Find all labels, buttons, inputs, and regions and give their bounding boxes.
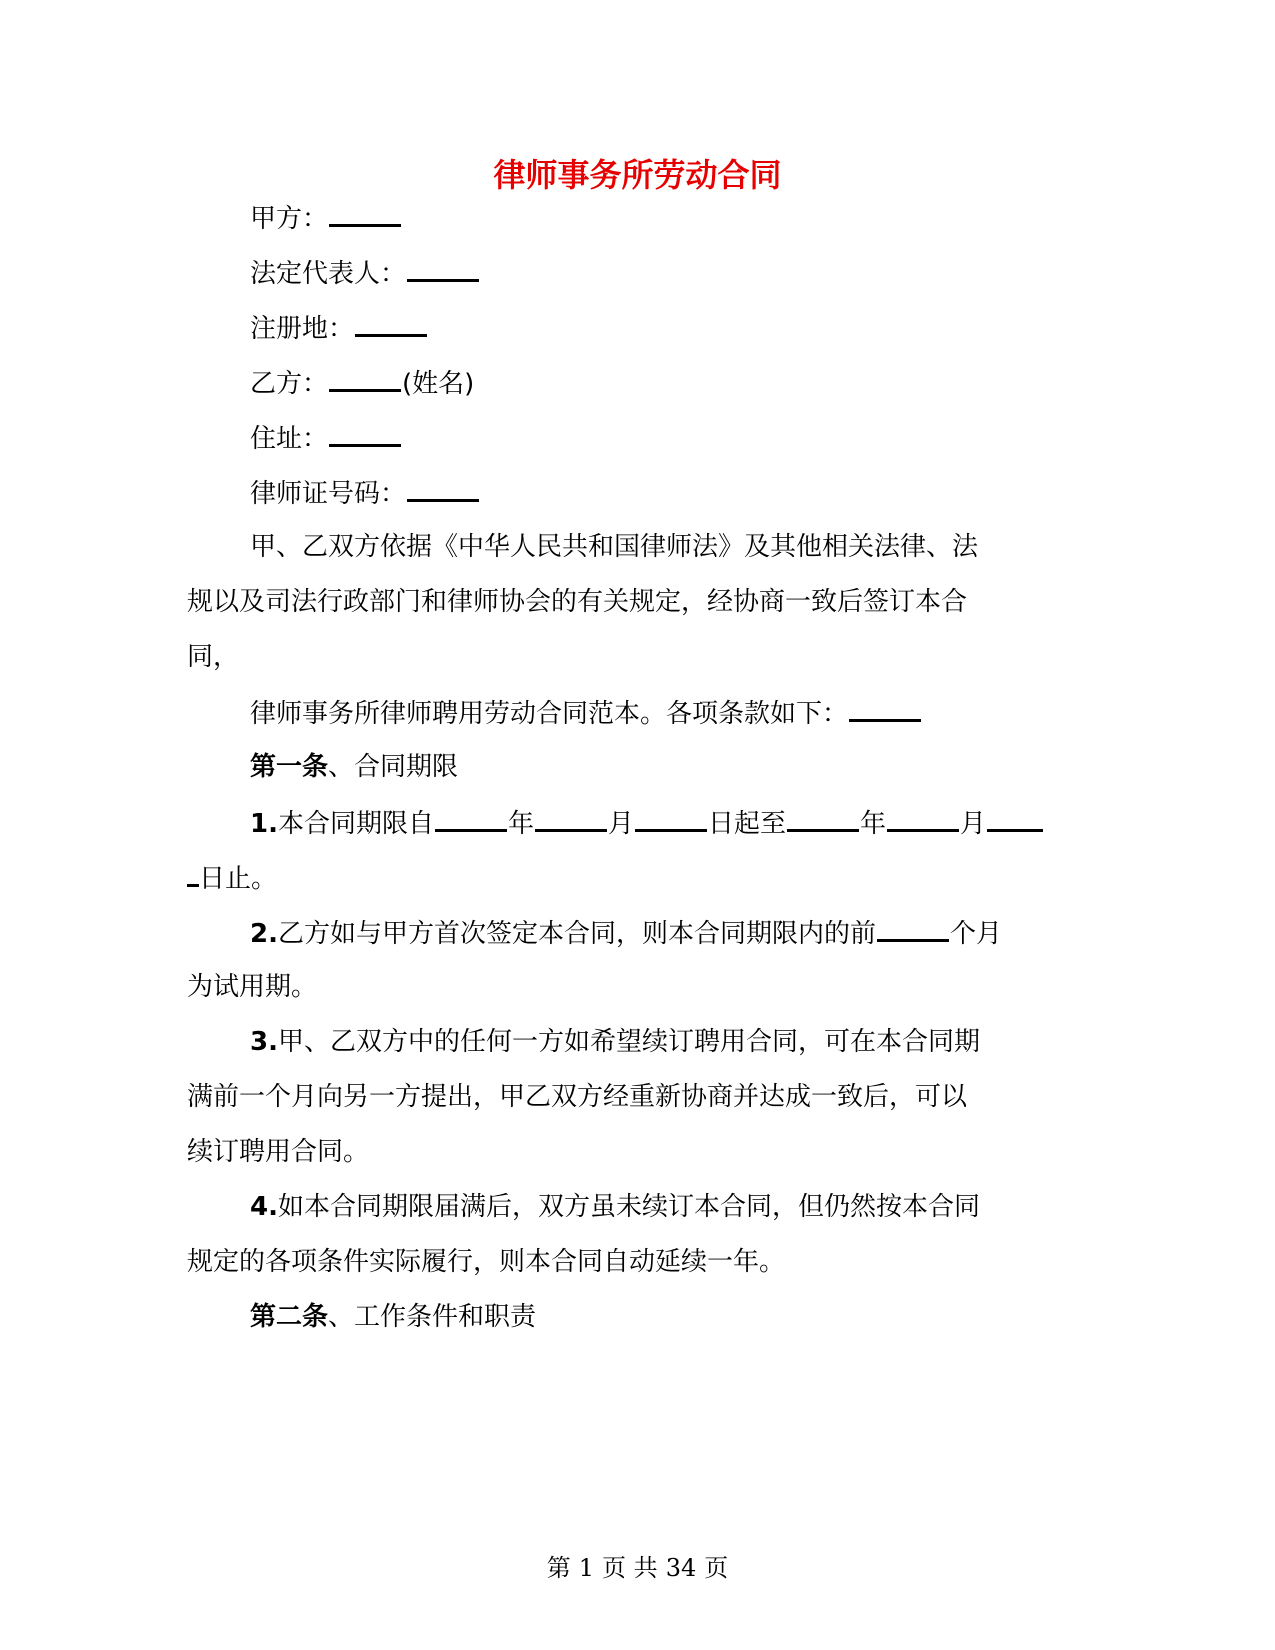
- legal-rep-line: [250, 255, 480, 291]
- clause-1-line-1: [250, 805, 1044, 841]
- intro-line-2: 规以及司法行政部门和律师协会的有关规定，经协商一致后签订本合: [187, 587, 968, 617]
- clause-2-line-2: 为试用期。: [187, 972, 318, 1002]
- article-1-heading: [250, 750, 458, 784]
- party-a-blank: [329, 200, 401, 227]
- party-b-suffix: (姓名): [402, 369, 475, 399]
- article-1-title: 、合同期限: [328, 752, 459, 782]
- license-blank: [407, 475, 479, 502]
- party-b-line: [250, 365, 474, 401]
- party-b-label: 乙方：: [250, 369, 329, 399]
- clause-3-text-1: 甲、乙双方中的任何一方如希望续订聘用合同，可在本合同期: [277, 1027, 980, 1057]
- party-a-label: 甲方：: [250, 204, 329, 234]
- clause-4-line-2: 规定的各项条件实际履行，则本合同自动延续一年。: [187, 1247, 786, 1277]
- reg-address-blank: [355, 310, 427, 337]
- footer-page-number: 1: [578, 1554, 595, 1582]
- clause-3-line-2: 满前一个月向另一方提出，甲乙双方经重新协商并达成一致后，可以: [187, 1082, 968, 1112]
- clause-1-day-to: 日起至: [708, 809, 787, 839]
- clause-1-year-2: 年: [860, 809, 887, 839]
- address-label: 住址：: [250, 424, 329, 454]
- clause-1-number: 1.: [250, 809, 278, 839]
- footer-total-pages: 34: [665, 1554, 697, 1582]
- footer-mid: 页 共: [602, 1554, 658, 1582]
- intro-line-3: 同，: [187, 642, 240, 672]
- end-day-blank-cont: [187, 860, 199, 887]
- clause-3-line-3: 续订聘用合同。: [187, 1137, 370, 1167]
- clause-4-number: 4.: [250, 1192, 278, 1222]
- probation-months-blank: [877, 915, 949, 942]
- reg-address-label: 注册地：: [250, 314, 355, 344]
- start-day-blank: [635, 805, 707, 832]
- intro-line-1: 甲、乙双方依据《中华人民共和国律师法》及其他相关法律、法: [250, 532, 979, 562]
- end-day-blank: [987, 805, 1043, 832]
- start-year-blank: [435, 805, 507, 832]
- article-2-heading: [250, 1300, 536, 1334]
- clause-3-line-1: [250, 1025, 980, 1059]
- intro-blank: [849, 695, 921, 722]
- page-footer: [0, 1548, 1275, 1583]
- party-a-line: [250, 200, 402, 236]
- article-2-number: 第二条: [250, 1302, 329, 1332]
- clause-4-line-1: [250, 1190, 980, 1224]
- clause-1-line-2: [187, 860, 277, 896]
- clause-2-text-b: 个月: [949, 919, 1002, 949]
- intro-line-4-text: 律师事务所律师聘用劳动合同范本。各项条款如下：: [250, 699, 849, 729]
- start-month-blank: [535, 805, 607, 832]
- end-year-blank: [787, 805, 859, 832]
- party-b-blank: [329, 365, 401, 392]
- legal-rep-label: 法定代表人：: [250, 259, 407, 289]
- license-label: 律师证号码：: [250, 479, 407, 509]
- clause-4-text-1: 如本合同期限届满后，双方虽未续订本合同，但仍然按本合同: [277, 1192, 980, 1222]
- clause-2-line-1: [250, 915, 1002, 951]
- document-title: 律师事务所劳动合同: [493, 156, 782, 194]
- end-month-blank: [887, 805, 959, 832]
- clause-3-number: 3.: [250, 1027, 278, 1057]
- footer-suffix: 页: [704, 1554, 729, 1582]
- clause-1-month-2: 月: [960, 809, 987, 839]
- footer-prefix: 第: [546, 1554, 571, 1582]
- clause-1-text-a: 本合同期限自: [277, 809, 434, 839]
- clause-2-text-a: 乙方如与甲方首次签定本合同，则本合同期限内的前: [277, 919, 876, 949]
- article-2-title: 、工作条件和职责: [328, 1302, 537, 1332]
- article-1-number: 第一条: [250, 752, 329, 782]
- address-blank: [329, 420, 401, 447]
- clause-1-month: 月: [608, 809, 635, 839]
- license-line: [250, 475, 480, 511]
- intro-line-4: [250, 695, 922, 731]
- address-line: [250, 420, 402, 456]
- legal-rep-blank: [407, 255, 479, 282]
- clause-2-number: 2.: [250, 919, 278, 949]
- reg-address-line: [250, 310, 428, 346]
- clause-1-year: 年: [507, 809, 534, 839]
- clause-1-end: 日止。: [199, 864, 278, 894]
